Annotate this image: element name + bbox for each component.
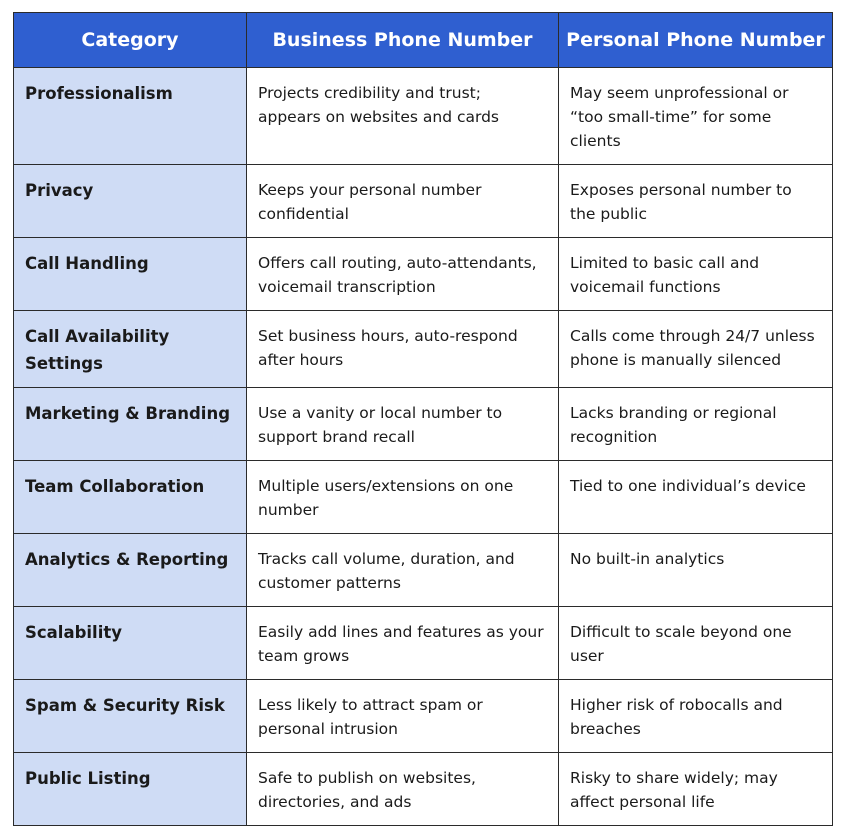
personal-cell: Difficult to scale beyond one user: [559, 607, 833, 680]
header-row: [14, 13, 833, 68]
business-cell: Projects credibility and trust; appears on websites and cards: [247, 68, 559, 165]
table-row: [14, 388, 833, 461]
personal-cell: May seem unprofessional or “too small-time” for some clients: [559, 68, 833, 165]
table-row: [14, 607, 833, 680]
business-cell: Multiple users/extensions on one number: [247, 461, 559, 534]
category-cell: Team Collaboration: [14, 461, 247, 534]
business-cell: Safe to publish on websites, directories, and ads: [247, 753, 559, 826]
category-cell: Public Listing: [14, 753, 247, 826]
table-row: [14, 311, 833, 388]
personal-cell: Tied to one individual’s device: [559, 461, 833, 534]
category-cell: Analytics & Reporting: [14, 534, 247, 607]
personal-cell: Risky to share widely; may affect personal life: [559, 753, 833, 826]
comparison-table: [13, 12, 833, 826]
category-cell: Scalability: [14, 607, 247, 680]
table-row: [14, 534, 833, 607]
business-cell: Tracks call volume, duration, and customer patterns: [247, 534, 559, 607]
personal-cell: No built-in analytics: [559, 534, 833, 607]
personal-cell: Exposes personal number to the public: [559, 165, 833, 238]
category-cell: Marketing & Branding: [14, 388, 247, 461]
business-cell: Use a vanity or local number to support brand recall: [247, 388, 559, 461]
personal-cell: Limited to basic call and voicemail functions: [559, 238, 833, 311]
category-cell: Spam & Security Risk: [14, 680, 247, 753]
business-cell: Offers call routing, auto-attendants, voicemail transcription: [247, 238, 559, 311]
category-cell: Privacy: [14, 165, 247, 238]
table-row: [14, 165, 833, 238]
table-row: [14, 680, 833, 753]
personal-cell: Higher risk of robocalls and breaches: [559, 680, 833, 753]
header-category: Category: [14, 13, 247, 68]
business-cell: Set business hours, auto-respond after hours: [247, 311, 559, 388]
business-cell: Keeps your personal number confidential: [247, 165, 559, 238]
business-cell: Easily add lines and features as your team grows: [247, 607, 559, 680]
header-business: Business Phone Number: [247, 13, 559, 68]
personal-cell: Calls come through 24/7 unless phone is manually silenced: [559, 311, 833, 388]
category-cell: Call Handling: [14, 238, 247, 311]
table-row: [14, 68, 833, 165]
category-cell: Professionalism: [14, 68, 247, 165]
business-cell: Less likely to attract spam or personal intrusion: [247, 680, 559, 753]
personal-cell: Lacks branding or regional recognition: [559, 388, 833, 461]
table-row: [14, 461, 833, 534]
table-row: [14, 238, 833, 311]
comparison-table-container: [13, 12, 832, 826]
table-row: [14, 753, 833, 826]
category-cell: Call Availability Settings: [14, 311, 247, 388]
header-personal: Personal Phone Number: [559, 13, 833, 68]
